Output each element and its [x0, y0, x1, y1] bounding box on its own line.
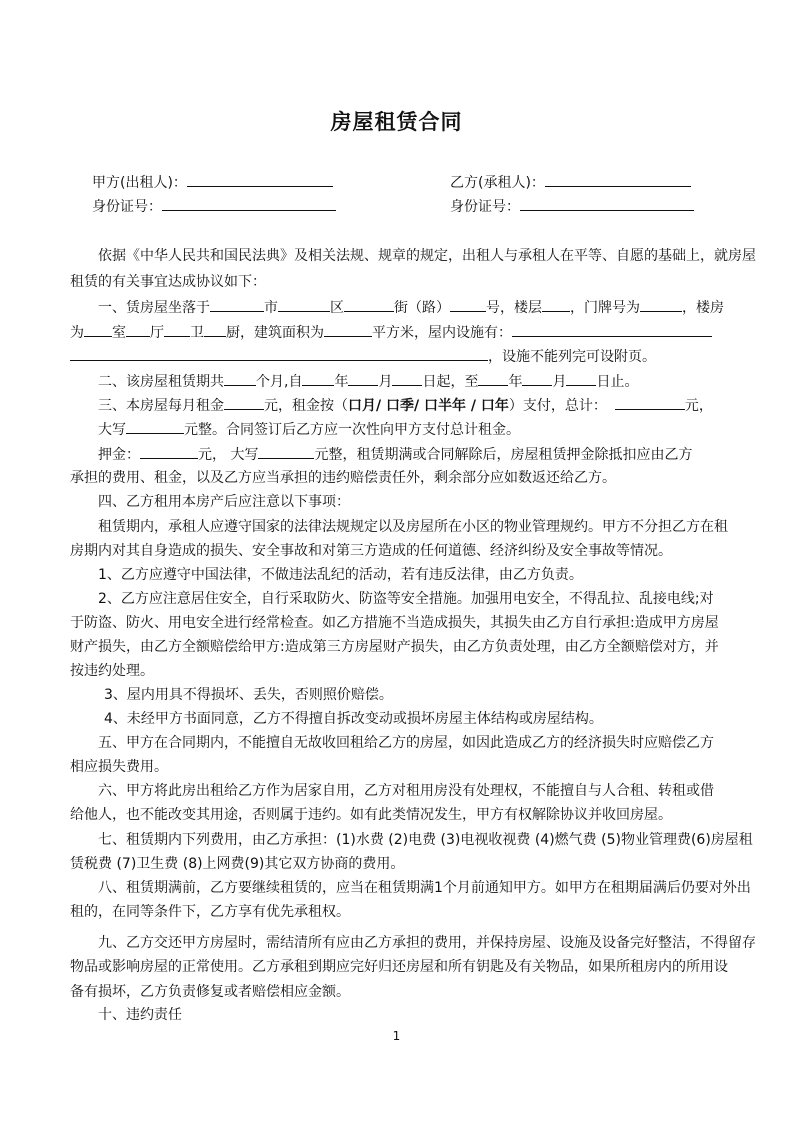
clause-1-line-3	[70, 346, 726, 367]
facilities-label: 平方米，屋内设施有：	[372, 325, 512, 341]
hall-label: 厅	[150, 325, 164, 341]
rent-label: 三、本房屋每月租金	[98, 398, 224, 414]
clause-8-line: 八、租赁期满前，乙方要继续租赁的，应当在租赁期满1个月前通知甲方。如甲方在租期届满后仍要对外出	[98, 880, 751, 896]
intro-line-1: 依据《中华人民共和国民法典》及相关法规、规章的规定，出租人与承租人在平等、自愿的基础上，就房屋	[98, 248, 756, 264]
end-day-blank	[566, 371, 596, 386]
party-a-id	[92, 196, 336, 216]
clause-1-text: 一、赁房屋坐落于	[98, 300, 210, 316]
total-capital-note: 元整。合同签订后乙方应一次性向甲方支付总计租金。	[184, 422, 520, 438]
area-label: 厨，建筑面积为	[226, 325, 324, 341]
page-title: 房屋租赁合同	[330, 110, 463, 134]
layout-label: 为	[70, 325, 84, 341]
facilities-continued-blank	[70, 346, 488, 361]
party-a-lessor	[92, 172, 333, 192]
deposit-capital-blank	[258, 444, 314, 459]
bath-blank	[164, 322, 190, 337]
body-line: 1、乙方应遵守中国法律，不做违法乱纪的活动，若有违反法律，由乙方负责。	[98, 567, 583, 583]
party-a-lessor-label: 甲方(出租人)：	[92, 175, 187, 191]
deposit-capital-label: 元， 大写	[198, 447, 259, 463]
body-line: 租赁期内，承租人应遵守国家的法律法规规定以及房屋所在小区的物业管理规约。甲方不分担乙方在租	[98, 519, 728, 535]
start-day-blank	[392, 371, 422, 386]
body-line: 3、屋内用具不得损坏、丢失，否则照价赔偿。	[104, 687, 393, 703]
street-blank	[344, 297, 394, 312]
party-b-id	[450, 196, 694, 216]
clause-2-line	[70, 371, 726, 392]
facilities-blank	[512, 322, 712, 337]
building-label: ，楼房	[682, 300, 724, 316]
district-blank	[278, 297, 330, 312]
total-unit: 元，	[684, 398, 713, 414]
end-day-label: 日止。	[596, 374, 639, 390]
start-day-label: 日起，至	[422, 374, 479, 390]
term-from-label: 个月,自	[256, 374, 303, 390]
floor-label: 号，楼层	[486, 300, 542, 316]
start-month-label: 月	[378, 374, 393, 390]
party-a-id-label: 身份证号：	[92, 199, 162, 215]
start-year-blank	[302, 371, 334, 386]
facilities-note: ，设施不能列完可设附页。	[488, 349, 656, 365]
door-number-blank	[640, 297, 682, 312]
party-b-lessee	[450, 172, 691, 192]
body-line: 财产损失，由乙方全额赔偿给甲方:造成第三方房屋财产损失，由乙方负责处理，由乙方全额赔偿对方，并	[70, 639, 719, 655]
clause-3-line-1	[70, 395, 726, 416]
city-label: 市	[264, 300, 278, 316]
party-b-lessee-label: 乙方(承租人)：	[450, 175, 545, 191]
deposit-line-2: 承担的费用、租金，以及乙方应当承担的违约赔偿责任外，剩余部分应如数返还给乙方。	[70, 470, 616, 486]
clause-10-heading: 十、违约责任	[98, 1007, 182, 1023]
body-line: 相应损失费用。	[70, 759, 168, 775]
total-blank	[615, 395, 685, 410]
body-line: 租的，在同等条件下，乙方享有优先承租权。	[70, 904, 350, 920]
street-label: 街（路）	[394, 300, 450, 316]
bath-label: 卫	[190, 325, 204, 341]
number-blank	[450, 297, 486, 312]
kitchen-blank	[204, 322, 226, 337]
deposit-text: 元整，租赁期满或合同解除后，房屋租赁押金除抵扣应由乙方	[314, 447, 693, 463]
page-number: 1	[392, 1029, 401, 1043]
door-number-label: ，门牌号为	[570, 300, 640, 316]
deposit-line-1	[70, 444, 726, 465]
rent-blank	[224, 395, 264, 410]
start-month-blank	[348, 371, 378, 386]
body-line: 于防盗、防火、用电安全进行经常检查。如乙方措施不当造成损失，其损失由乙方自行承担:造成甲方房屋	[70, 615, 719, 631]
term-months-blank	[224, 371, 256, 386]
area-blank	[324, 322, 372, 337]
total-label: ）支付，总计：	[508, 398, 607, 414]
party-b-id-blank	[520, 196, 694, 211]
clause-1-line-1	[70, 297, 726, 318]
body-line: 物品或影响房屋的正常使用。乙方承租到期应完好归还房屋和所有钥匙及有关物品，如果所租房内的所用设	[70, 959, 728, 975]
start-year-label: 年	[334, 374, 349, 390]
payment-term-options: 口月/ 口季/ 口半年 / 口年	[348, 398, 509, 414]
end-year-blank	[478, 371, 508, 386]
party-b-id-label: 身份证号：	[450, 199, 520, 215]
hall-blank	[126, 322, 150, 337]
end-year-label: 年	[508, 374, 523, 390]
end-month-label: 月	[552, 374, 567, 390]
city-blank	[210, 297, 264, 312]
clause-6-line: 六、甲方将此房出租给乙方作为居家自用，乙方对租用房没有处理权，不能擅自与人合租、转租或借	[98, 783, 714, 799]
clause-9-line: 九、乙方交还甲方房屋时，需结清所有应由乙方承担的费用，并保持房屋、设施及设备完好整洁，不得留存	[98, 935, 756, 951]
room-label: 室	[112, 325, 126, 341]
clause-1-line-2	[70, 322, 726, 343]
end-month-blank	[522, 371, 552, 386]
room-blank	[84, 322, 112, 337]
clause-3-line-2	[70, 419, 726, 440]
party-a-id-blank	[162, 196, 336, 211]
deposit-label: 押金：	[98, 447, 140, 463]
body-line: 赁税费 (7)卫生费 (8)上网费(9)其它双方协商的费用。	[70, 856, 405, 872]
party-a-name-blank	[187, 172, 333, 187]
term-label: 二、该房屋租赁期共	[98, 374, 224, 390]
body-line: 按违约处理。	[70, 663, 154, 679]
intro-line-2: 租赁的有关事宜达成协议如下：	[70, 274, 266, 290]
deposit-blank	[140, 444, 198, 459]
payment-term-label: 元，租金按（	[264, 398, 348, 414]
body-line: 2、乙方应注意居住安全，自行采取防火、防盗等安全措施。加强用电安全，不得乱拉、乱接电线;对	[98, 591, 714, 607]
clause-5-line: 五、甲方在合同期内，不能擅自无故收回租给乙方的房屋，如因此造成乙方的经济损失时应赔偿乙方	[98, 735, 714, 751]
body-line: 4、未经甲方书面同意，乙方不得擅自拆改变动或损坏房屋主体结构或房屋结构。	[104, 711, 603, 727]
body-line: 房期内对其自身造成的损失、安全事故和对第三方造成的任何道德、经济纠纷及安全事故等情况。	[70, 543, 672, 559]
total-capital-label: 大写	[98, 422, 126, 438]
party-b-name-blank	[545, 172, 691, 187]
body-line: 给他人，也不能改变其用途，否则属于违约。如有此类情况发生，甲方有权解除协议并收回房屋。	[70, 807, 672, 823]
total-capital-blank	[126, 419, 184, 434]
clause-7-line: 七、租赁期内下列费用，由乙方承担：(1)水费 (2)电费 (3)电视收视费 (4)燃气费 (5)物业管理费(6)房屋租	[98, 832, 753, 848]
district-label: 区	[330, 300, 344, 316]
body-line: 备有损坏，乙方负责修复或者赔偿相应金额。	[70, 984, 350, 1000]
floor-blank	[542, 297, 570, 312]
clause-4-heading: 四、乙方租用本房产后应注意以下事项：	[98, 494, 350, 510]
